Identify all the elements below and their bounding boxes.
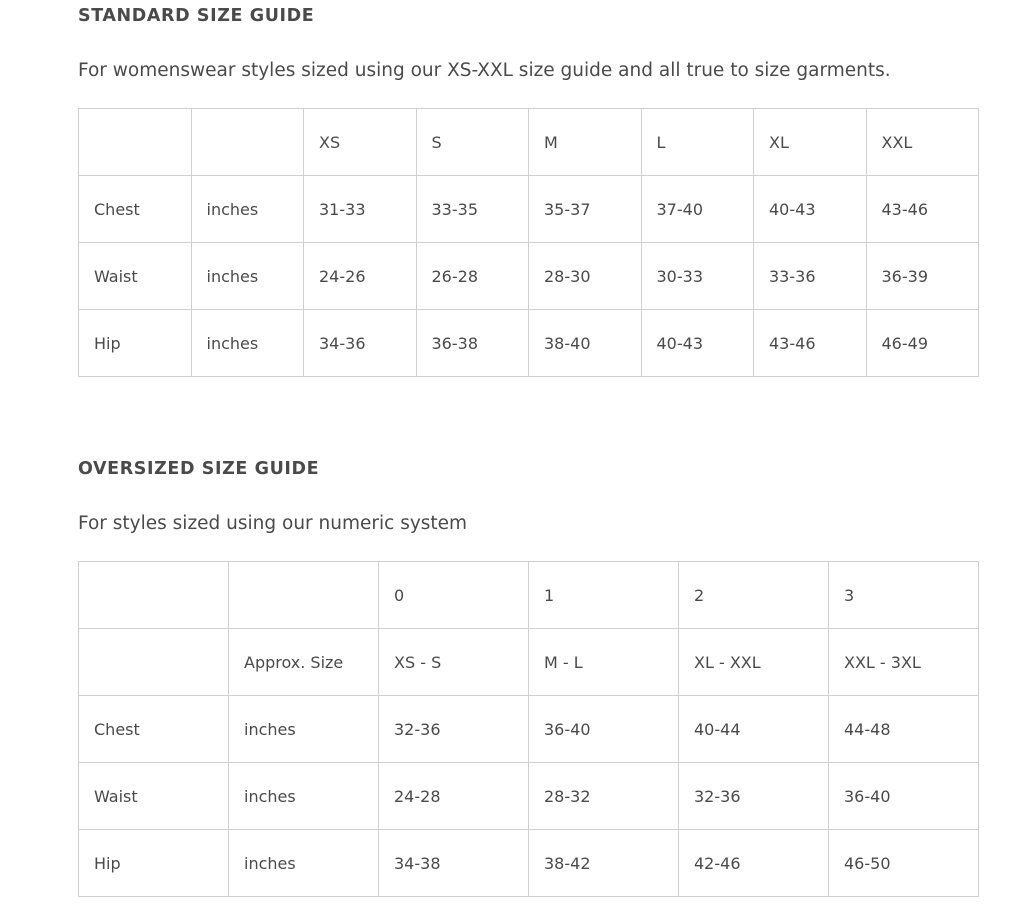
- oversized-size-table: [78, 561, 979, 897]
- table-cell: 31-33: [304, 176, 417, 243]
- measurement-label-cell: Chest: [79, 176, 192, 243]
- unit-cell: Approx. Size: [229, 629, 379, 696]
- unit-cell: inches: [229, 830, 379, 897]
- table-cell: XL - XXL: [679, 629, 829, 696]
- size-header-cell: 0: [379, 562, 529, 629]
- table-cell: [79, 562, 229, 629]
- oversized-size-guide-section: [78, 453, 978, 897]
- table-cell: [191, 109, 304, 176]
- table-cell: 36-40: [829, 763, 979, 830]
- table-cell: 24-26: [304, 243, 417, 310]
- standard-size-guide-section: [78, 0, 978, 377]
- table-cell: 46-49: [866, 310, 979, 377]
- table-cell: 40-43: [641, 310, 754, 377]
- table-cell: 26-28: [416, 243, 529, 310]
- table-cell: 30-33: [641, 243, 754, 310]
- table-header-row: [79, 562, 979, 629]
- measurement-label-cell: Hip: [79, 310, 192, 377]
- size-header-cell: XL: [754, 109, 867, 176]
- size-header-cell: 1: [529, 562, 679, 629]
- table-cell: 36-38: [416, 310, 529, 377]
- table-cell: 32-36: [679, 763, 829, 830]
- size-header-cell: 2: [679, 562, 829, 629]
- unit-cell: inches: [229, 763, 379, 830]
- measurement-label-cell: [79, 629, 229, 696]
- unit-cell: inches: [191, 243, 304, 310]
- table-cell: 32-36: [379, 696, 529, 763]
- table-row: [79, 310, 979, 377]
- table-cell: 37-40: [641, 176, 754, 243]
- table-cell: 38-40: [529, 310, 642, 377]
- measurement-label-cell: Hip: [79, 830, 229, 897]
- table-cell: 43-46: [754, 310, 867, 377]
- unit-cell: inches: [191, 310, 304, 377]
- table-cell: 36-39: [866, 243, 979, 310]
- table-row: [79, 629, 979, 696]
- table-row: [79, 243, 979, 310]
- table-cell: 40-44: [679, 696, 829, 763]
- measurement-label-cell: Waist: [79, 763, 229, 830]
- unit-cell: inches: [191, 176, 304, 243]
- table-cell: [79, 109, 192, 176]
- table-cell: [229, 562, 379, 629]
- table-row: [79, 696, 979, 763]
- table-cell: 28-32: [529, 763, 679, 830]
- table-row: [79, 176, 979, 243]
- measurement-label-cell: Waist: [79, 243, 192, 310]
- table-cell: M - L: [529, 629, 679, 696]
- unit-cell: inches: [229, 696, 379, 763]
- table-cell: 38-42: [529, 830, 679, 897]
- table-row: [79, 763, 979, 830]
- table-header-row: [79, 109, 979, 176]
- table-cell: 43-46: [866, 176, 979, 243]
- oversized-size-guide-intro: For styles sized using our numeric system: [78, 513, 468, 534]
- size-header-cell: XS: [304, 109, 417, 176]
- table-cell: 46-50: [829, 830, 979, 897]
- table-cell: 40-43: [754, 176, 867, 243]
- table-cell: XXL - 3XL: [829, 629, 979, 696]
- table-cell: XS - S: [379, 629, 529, 696]
- table-cell: 24-28: [379, 763, 529, 830]
- size-header-cell: 3: [829, 562, 979, 629]
- standard-size-guide-heading: STANDARD SIZE GUIDE: [78, 6, 315, 26]
- standard-size-guide-intro: For womenswear styles sized using our XS-XXL size guide and all true to size garments.: [78, 60, 891, 81]
- size-header-cell: L: [641, 109, 754, 176]
- table-cell: 33-35: [416, 176, 529, 243]
- size-header-cell: M: [529, 109, 642, 176]
- measurement-label-cell: Chest: [79, 696, 229, 763]
- size-header-cell: XXL: [866, 109, 979, 176]
- table-cell: 36-40: [529, 696, 679, 763]
- table-cell: 44-48: [829, 696, 979, 763]
- size-header-cell: S: [416, 109, 529, 176]
- table-cell: 34-38: [379, 830, 529, 897]
- table-cell: 34-36: [304, 310, 417, 377]
- table-cell: 42-46: [679, 830, 829, 897]
- oversized-size-guide-heading: OVERSIZED SIZE GUIDE: [78, 459, 320, 479]
- table-cell: 33-36: [754, 243, 867, 310]
- table-cell: 28-30: [529, 243, 642, 310]
- table-cell: 35-37: [529, 176, 642, 243]
- table-row: [79, 830, 979, 897]
- standard-size-table: [78, 108, 979, 377]
